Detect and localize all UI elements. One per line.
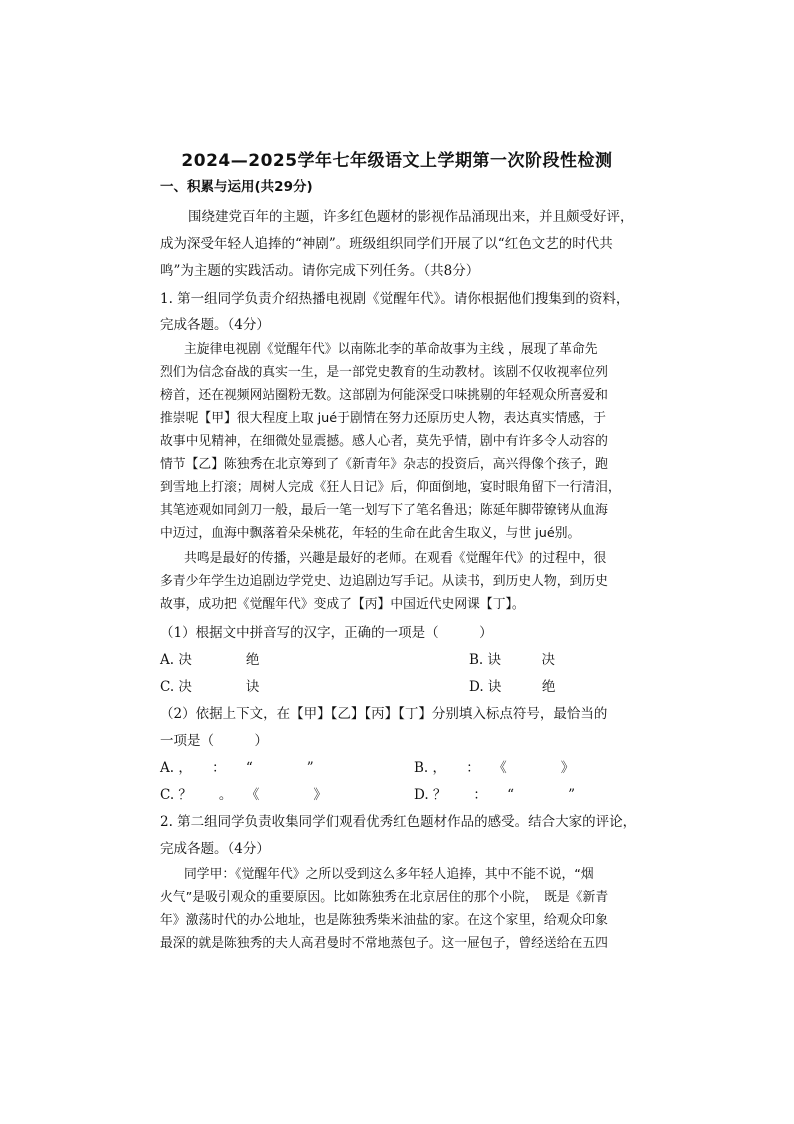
passage-line: 中迈过，血海中飘落着朵朵桃花，年轻的生命在此舍生取义，与世 jué别。	[160, 526, 581, 541]
passage-line: 烈们为信念奋战的真实一生，是一部党史教育的生动教材。该剧不仅收视率位列	[160, 365, 608, 380]
passage-line: 最深的就是陈独秀的夫人高君曼时不常地蒸包子。这一屉包子，曾经送给在五四	[160, 936, 608, 951]
question-1-prompt: 完成各题。（4分）	[160, 317, 270, 333]
option-b[interactable]: B. ， ： 《 》	[414, 760, 575, 776]
option-d[interactable]: D. ？ ： “ ”	[414, 787, 575, 803]
exam-title: 2024—2025学年七年级语文上学期第一次阶段性检测	[181, 151, 613, 171]
option-a[interactable]: A. 决 绝	[160, 652, 260, 668]
passage-line: 故事中见精神，在细微处显震撼。感人心者，莫先乎情，剧中有许多令人动容的	[160, 434, 608, 449]
passage-line: 到雪地上打滚；周树人完成《狂人日记》后，仰面倒地，宴时眼角留下一行清泪，	[160, 480, 621, 495]
option-c[interactable]: C. ？ 。 《 》	[160, 787, 327, 803]
option-b[interactable]: B. 诀 决	[469, 652, 556, 668]
sub-question-1: （1）根据文中拼音写的汉字，正确的一项是（ ）	[160, 625, 493, 641]
passage-line: 推崇呢【甲】很大程度上取 jué于剧情在努力还原历史人物，表达真实情感，于	[160, 411, 606, 426]
passage-line: 同学甲：《觉醒年代》之所以受到这么多年轻人追捧，其中不能不说，“烟	[184, 867, 594, 882]
intro-line: 鸣”为主题的实践活动。请你完成下列任务。（共8分）	[160, 263, 480, 279]
passage-line: 共鸣是最好的传播，兴趣是最好的老师。在观看《觉醒年代》的过程中，很	[184, 551, 607, 566]
option-c[interactable]: C. 决 诀	[160, 679, 260, 695]
sub-question-2: （2）依据上下文，在【甲】【乙】【丙】【丁】分别填入标点符号，最恰当的	[160, 706, 608, 722]
question-2-prompt: 2. 第二组同学负责收集同学们观看优秀红色题材作品的感受。结合大家的评论，	[160, 814, 637, 830]
question-2-prompt: 完成各题。（4分）	[160, 841, 270, 857]
intro-line: 围绕建党百年的主题，许多红色题材的影视作品涌现出来，并且颇受好评，	[188, 209, 634, 225]
passage-line: 其笔迹观如同剑刀一般，最后一笔一划写下了笔名鲁迅；陈延年脚带镣铐从血海	[160, 503, 608, 518]
intro-line: 成为深受年轻人追捧的“神剧”。班级组织同学们开展了以“红色文艺的时代共	[160, 236, 613, 252]
section-heading: 一、积累与运用(共29分)	[160, 179, 313, 195]
passage-line: 故事，成功把《觉醒年代》变成了【丙】中国近代史网课【丁】。	[160, 597, 525, 612]
passage-line: 情节【乙】陈独秀在北京筹到了《新青年》杂志的投资后，高兴得像个孩子，跑	[160, 457, 608, 472]
option-a[interactable]: A. ， ： “ ”	[160, 760, 314, 776]
passage-line: 多青少年学生边追剧边学党史、边追剧边写手记。从读书，到历史人物，到历史	[160, 574, 608, 589]
passage-line: 年》激荡时代的办公地址，也是陈独秀柴米油盐的家。在这个家里，给观众印象	[160, 913, 608, 928]
passage-line: 主旋律电视剧《觉醒年代》以南陈北李的革命故事为主线 ，展现了革命先	[184, 342, 598, 357]
sub-question-2: 一项是（ ）	[160, 733, 268, 749]
passage-line: 榜首，还在视频网站圈粉无数。这部剧为何能深受口味挑剔的年轻观众所喜爱和	[160, 388, 608, 403]
question-1-prompt: 1. 第一组同学负责介绍热播电视剧《觉醒年代》。请你根据他们搜集到的资料，	[160, 291, 630, 307]
passage-line: 火气”是吸引观众的重要原因。比如陈独秀在北京居住的那个小院， 既是《新青	[160, 890, 609, 905]
option-d[interactable]: D. 诀 绝	[469, 679, 556, 695]
